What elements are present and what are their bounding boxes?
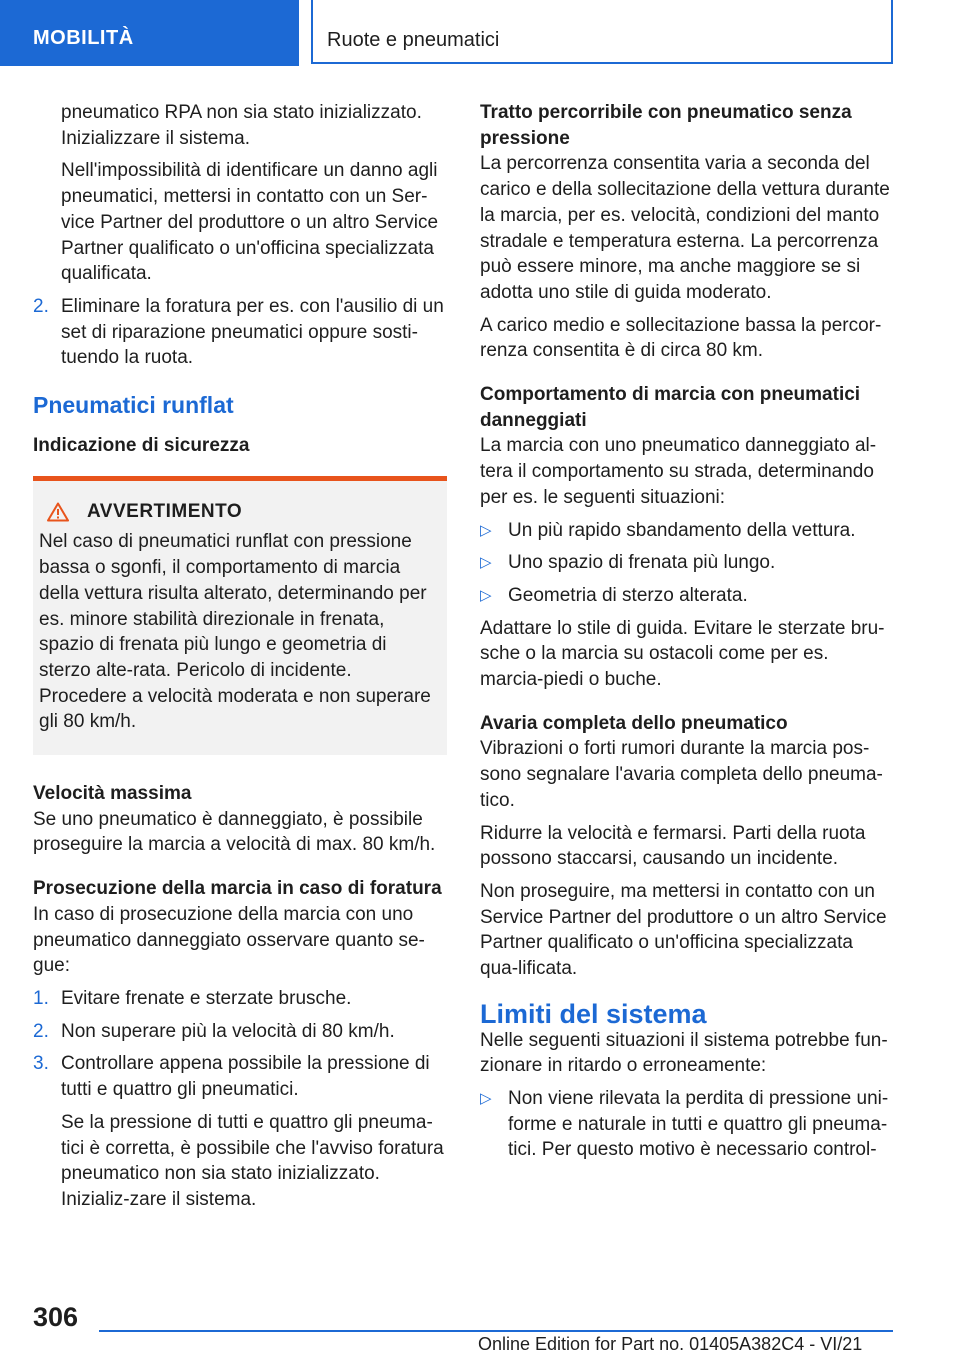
list-text: Un più rapido sbandamento della vettura. (508, 519, 856, 541)
list-number: 3. (33, 1053, 49, 1075)
subheading: Comportamento di marcia con pneumatici danneggiati (480, 384, 861, 431)
left-column (33, 100, 447, 1213)
list-item (33, 294, 447, 371)
list-item (33, 1051, 447, 1102)
subheading: Tratto percorribile con pneumatico senza pressione (480, 102, 852, 149)
paragraph: Nell'impossibilità di identificare un danno agli pneumatici, mettersi in contatto con un Ser-vice Partner del produttore o un altro Service Partner qualificato o un'officina specializzata qualificata. (61, 160, 439, 285)
paragraph: Nelle seguenti situazioni il sistema potrebbe fun-zionare in ritardo o erroneamente: (480, 1029, 888, 1077)
bullet-triangle-icon: ▷ (480, 554, 492, 572)
header-section-label: MOBILITÀ (33, 27, 134, 49)
warning-label: AVVERTIMENTO (87, 501, 243, 523)
paragraph: Ridurre la velocità e fermarsi. Parti della ruota possono staccarsi, causando un incidente. (480, 822, 866, 870)
list-text: Geometria di sterzo alterata. (508, 584, 748, 606)
paragraph: La marcia con uno pneumatico danneggiato al-tera il comportamento su strada, determinando per es. le seguenti situazioni: (480, 435, 877, 508)
footer-divider (99, 1330, 893, 1332)
paragraph: A carico medio e sollecitazione bassa la percor-renza consentita è di circa 80 km. (480, 314, 882, 362)
paragraph: La percorrenza consentita varia a seconda del carico e della sollecitazione della vettura durante la marcia, per es. velocità, condizioni del manto stradale e temperatura esterna. La percorrenza può essere minore, ma anche maggiore se si adotta uno stile di guida moderato. (480, 153, 890, 303)
paragraph: In caso di prosecuzione della marcia con uno pneumatico danneggiato osservare quanto se-gue: (33, 903, 425, 977)
header-topic-label: Ruote e pneumatici (327, 29, 500, 51)
warning-triangle-icon (47, 502, 69, 522)
list-item (33, 986, 447, 1012)
right-column (480, 100, 894, 1163)
edition-label: Online Edition for Part no. 01405A382C4 - VI/21 (478, 1334, 863, 1354)
paragraph: Non proseguire, ma mettersi in contatto con un Service Partner del produttore o un altro Service Partner qualificato o un'officina specializzata qua-lificata. (480, 880, 887, 980)
header-section-tab (0, 0, 299, 66)
subheading: Avaria completa dello pneumatico (480, 712, 788, 734)
subheading: Prosecuzione della marcia in caso di foratura (33, 878, 442, 900)
list-number: 1. (33, 987, 49, 1009)
paragraph: Adattare lo stile di guida. Evitare le sterzate bru-sche o la marcia su ostacoli come per es. marcia-piedi o buche. (480, 617, 885, 691)
list-text: Evitare frenate e sterzate brusche. (61, 987, 352, 1009)
warning-box (33, 476, 447, 755)
list-number: 2. (33, 1020, 49, 1042)
list-item (480, 518, 894, 544)
list-item (480, 550, 894, 576)
list-item (480, 1086, 894, 1163)
bullet-triangle-icon: ▷ (480, 586, 492, 604)
subheading: Velocità massima (33, 783, 192, 805)
warning-text: Nel caso di pneumatici runflat con pressione bassa o sgonfi, il comportamento di marcia della vettura risulta alterato, determinando per es. minore stabilità direzionale in frenata, spazio di frenata più lungo e geometria di sterzo alte-rata. Pericolo di incidente. Procedere a velocità moderata e non superare gli 80 km/h. (39, 531, 431, 733)
list-item (33, 1019, 447, 1045)
section-heading: Pneumatici runflat (33, 392, 234, 419)
list-text: Non superare più la velocità di 80 km/h. (61, 1020, 395, 1042)
header-topic-tab (311, 0, 893, 64)
section-heading: Limiti del sistema (480, 998, 707, 1029)
list-text: Controllare appena possibile la pressione di tutti e quattro gli pneumatici. (61, 1053, 430, 1101)
subheading: Indicazione di sicurezza (33, 434, 250, 456)
bullet-triangle-icon: ▷ (480, 521, 492, 539)
bullet-triangle-icon: ▷ (480, 1089, 492, 1107)
warning-title (39, 501, 441, 523)
paragraph: Se la pressione di tutti e quattro gli pneuma-tici è corretta, è possibile che l'avviso foratura pneumatico non sia stato inizializzato. Inizializ-zare il sistema. (61, 1111, 444, 1210)
paragraph: Vibrazioni o forti rumori durante la marcia pos-sono segnalare l'avaria completa dello pneuma-tico. (480, 738, 883, 811)
list-item (480, 583, 894, 609)
page-number: 306 (33, 1302, 79, 1332)
list-number: 2. (33, 295, 49, 317)
list-text: Eliminare la foratura per es. con l'ausilio di un set di riparazione pneumatici oppure sosti-tuendo la ruota. (61, 295, 444, 369)
list-text: Uno spazio di frenata più lungo. (508, 552, 776, 574)
paragraph: Se uno pneumatico è danneggiato, è possibile proseguire la marcia a velocità di max. 80 km/h. (33, 808, 436, 856)
paragraph: pneumatico RPA non sia stato inizializzato. Inizializzare il sistema. (61, 102, 422, 149)
list-text: Non viene rilevata la perdita di pressione uni-forme e naturale in tutti e quattro gli pneuma-tici. Per questo motivo è necessario control- (508, 1087, 889, 1161)
